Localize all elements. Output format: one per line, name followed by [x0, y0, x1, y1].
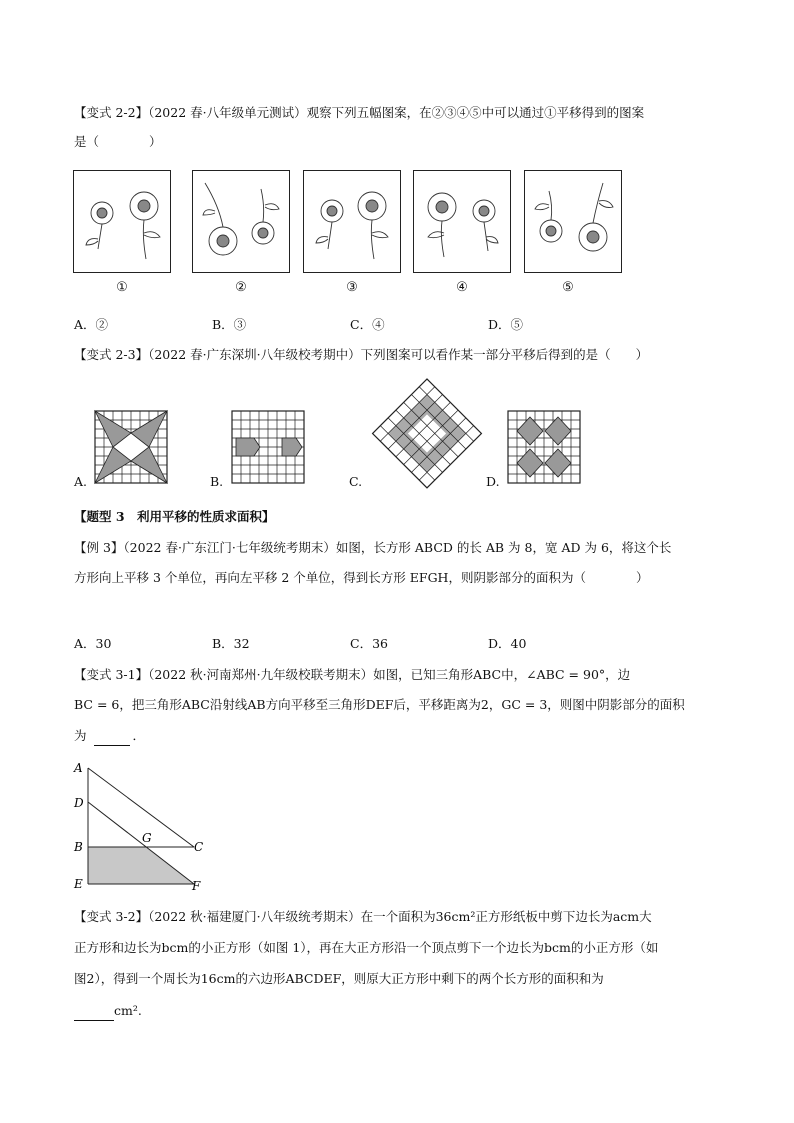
q23-label-b: B. [210, 474, 224, 489]
panel-caption-2: ② [235, 280, 247, 295]
panel-caption-5: ⑤ [562, 280, 574, 295]
point-label-e: E [74, 877, 83, 891]
point-label-a: A [74, 761, 83, 775]
ex3-line1: 【例 3】（2022 春·广东江门·七年级统考期末）如图，长方形 ABCD 的长 AB 为 8，宽 AD 为 6，将这个长 [74, 540, 672, 555]
q23-line1: 【变式 2-3】（2022 春·广东深圳·八年级校考期中）下列图案可以看作某一部分平移后得到的是（ ） [74, 347, 649, 362]
panel-caption-4: ④ [456, 280, 468, 295]
panel-caption-3: ③ [346, 280, 358, 295]
pattern-figure-a [95, 411, 167, 483]
ex3-option-c: C．36 [350, 636, 388, 651]
flower-panel-1 [73, 170, 171, 273]
q32-line1: 【变式 3-2】（2022 秋·福建厦门·八年级统考期末）在一个面积为36cm²正方形纸板中剪下边长为acm大 [74, 909, 652, 924]
q23-label-a: A. [74, 474, 88, 489]
flower-panel-5 [524, 170, 622, 273]
q32-line2: 正方形和边长为bcm的小正方形（如图 1），再在大正方形沿一个顶点剪下一个边长为bcm的小正方形（如 [74, 940, 659, 955]
q32-line3: 图2），得到一个周长为16cm的六边形ABCDEF，则原大正方形中剩下的两个长方形的面积和为 [74, 971, 604, 986]
q22-line2: 是（ ） [74, 134, 162, 149]
sunflower-drawing-4 [414, 171, 510, 272]
sunflower-drawing-1 [74, 171, 170, 272]
ex3-option-d: D．40 [488, 636, 527, 651]
type3-heading: 【题型 3 利用平移的性质求面积】 [74, 509, 275, 524]
point-label-c: C [194, 840, 204, 854]
q22-option-c: C．④ [350, 317, 385, 332]
panel-caption-1: ① [116, 280, 128, 295]
ex3-option-b: B．32 [212, 636, 250, 651]
q31-line3 [74, 727, 145, 746]
flower-panel-4 [413, 170, 511, 273]
q22-line1: 【变式 2-2】（2022 春·八年级单元测试）观察下列五幅图案，在②③④⑤中可以通过①平移得到的图案 [74, 105, 645, 120]
pattern-figure-d [508, 411, 580, 483]
q32-line4-suffix: cm². [114, 1003, 142, 1018]
q31-answer-blank [94, 727, 130, 746]
ex3-line2: 方形向上平移 3 个单位，再向左平移 2 个单位，得到长方形 EFGH，则阴影部分的面积为（ ） [74, 570, 649, 585]
pattern-figure-c [372, 379, 482, 489]
q23-label-d: D. [486, 474, 500, 489]
shaded-region [88, 847, 194, 884]
flower-panel-3 [303, 170, 401, 273]
sunflower-drawing-2 [193, 171, 289, 272]
q23-label-c: C. [349, 474, 363, 489]
q31-line1: 【变式 3-1】（2022 秋·河南郑州·九年级校联考期末）如图，已知三角形ABC中，∠ABC = 90°，边 [74, 667, 631, 682]
ex3-option-a: A．30 [74, 636, 112, 651]
q22-option-a: A．② [74, 317, 109, 332]
q32-answer-blank [74, 1002, 114, 1021]
q32-line4 [74, 1002, 142, 1021]
point-label-f: F [192, 879, 201, 893]
q31-line3-prefix: 为 [74, 728, 87, 743]
translation-triangle-figure [70, 760, 210, 895]
point-label-d: D [74, 796, 84, 810]
point-label-g: G [142, 831, 152, 845]
sunflower-drawing-3 [304, 171, 400, 272]
q22-option-d: D．⑤ [488, 317, 524, 332]
q22-option-b: B．③ [212, 317, 247, 332]
point-label-b: B [74, 840, 83, 854]
q31-line2: BC = 6，把三角形ABC沿射线AB方向平移至三角形DEF后，平移距离为2，GC = 3，则图中阴影部分的面积 [74, 697, 685, 712]
q31-line3-suffix: ． [132, 728, 146, 743]
sunflower-drawing-5 [525, 171, 621, 272]
flower-panel-2 [192, 170, 290, 273]
pattern-figure-b [232, 411, 304, 483]
